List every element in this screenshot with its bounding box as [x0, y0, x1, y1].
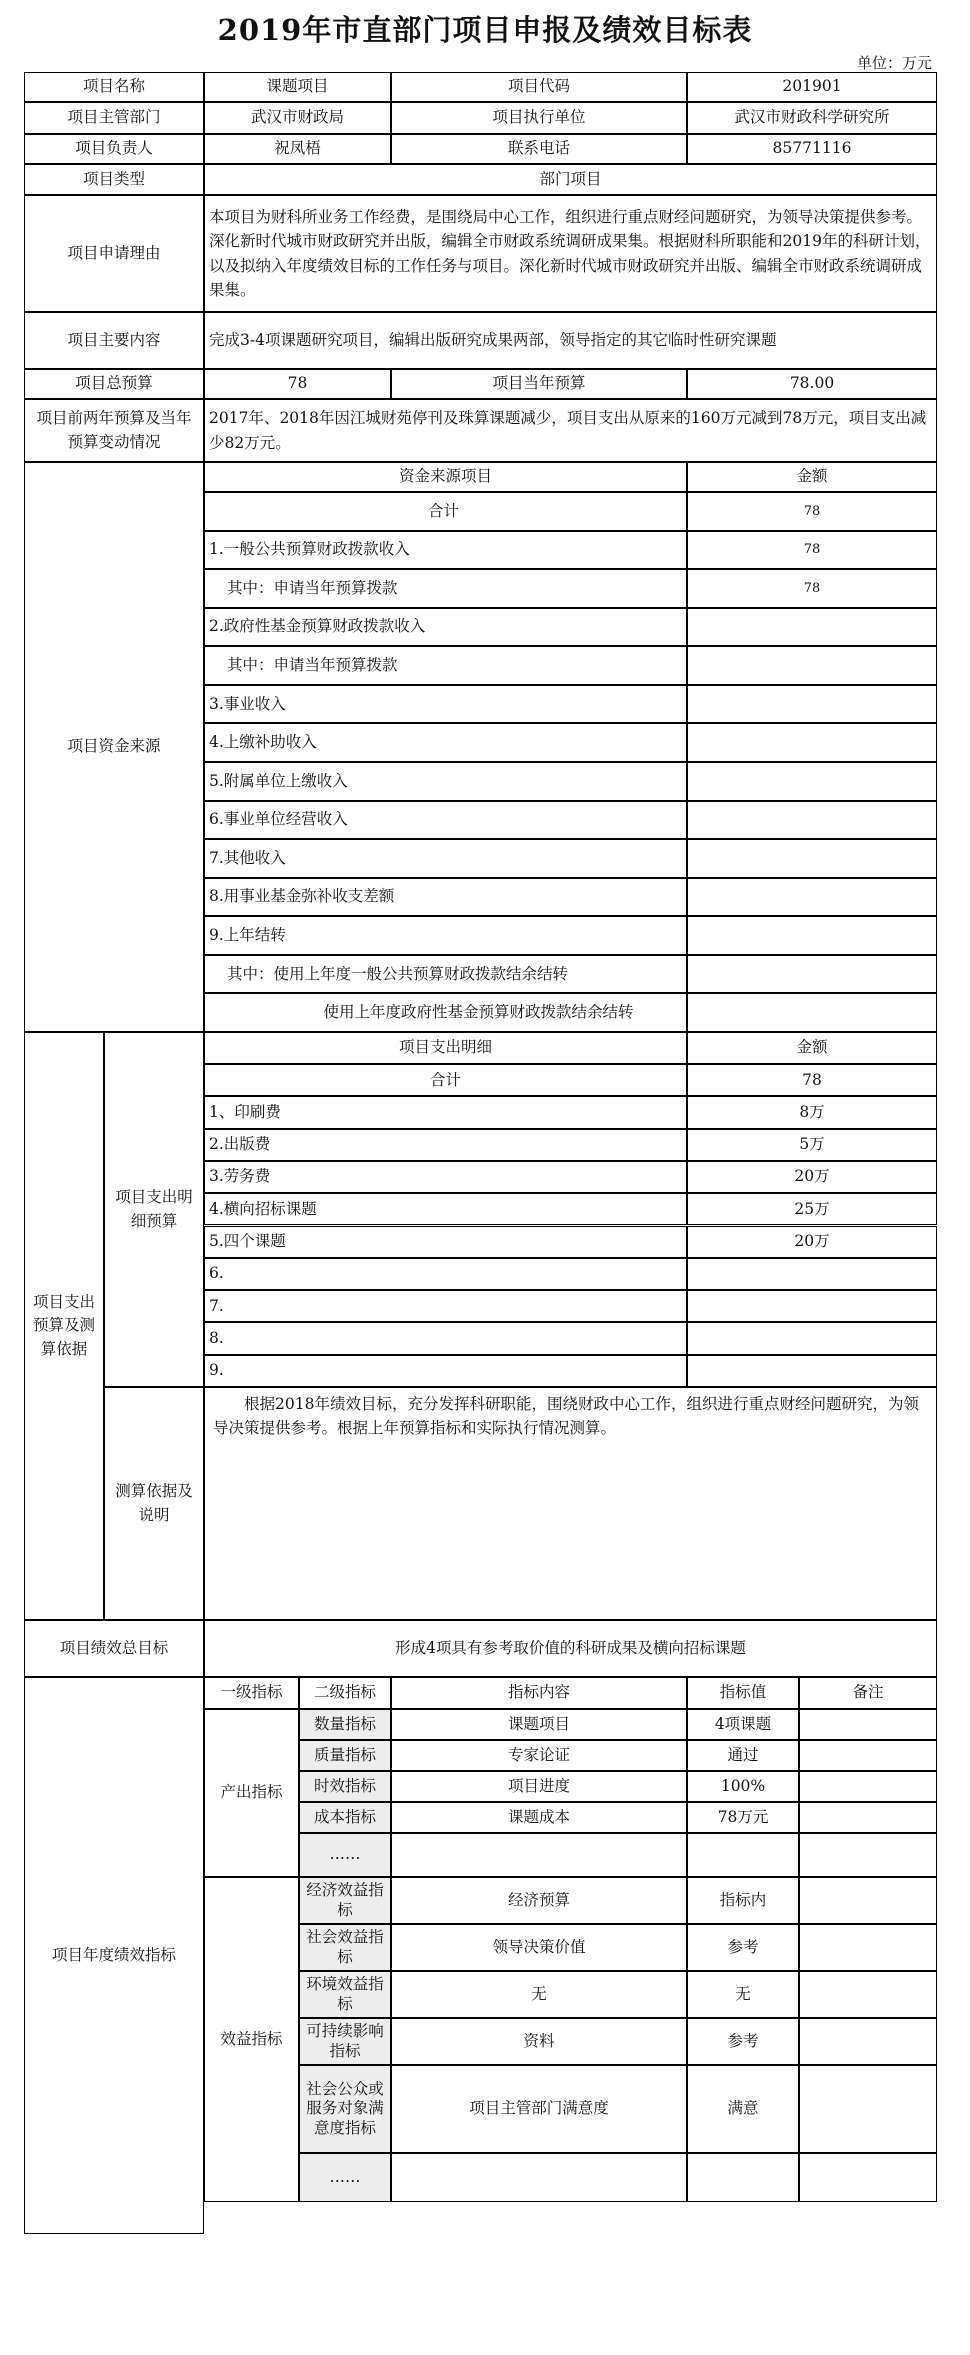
- expense-row-amount: [687, 1355, 937, 1387]
- exec-unit-label: 项目执行单位: [391, 102, 687, 134]
- benefit-level2: ……: [299, 2153, 391, 2202]
- expense-row-item: 9.: [204, 1355, 687, 1387]
- funding-row-amount: [687, 839, 937, 878]
- expense-row-item: 8.: [204, 1322, 687, 1354]
- funding-row-amount: [687, 801, 937, 840]
- benefit-remark: [799, 1924, 937, 1971]
- output-value: 4项课题: [687, 1709, 799, 1740]
- output-level2: ……: [299, 1833, 391, 1877]
- funding-row-item: 其中：申请当年预算拨款: [204, 646, 687, 685]
- basis-label: 测算依据及说明: [104, 1387, 204, 1620]
- output-content: [391, 1833, 687, 1877]
- project-name-label: 项目名称: [24, 72, 204, 102]
- funding-row-item: 4.上缴补助收入: [204, 723, 687, 762]
- expense-row-amount: [687, 1290, 937, 1322]
- funding-row-amount: [687, 646, 937, 685]
- indicator-header-value: 指标值: [687, 1677, 799, 1709]
- output-level2: 时效指标: [299, 1771, 391, 1802]
- funding-row-amount: 78: [687, 569, 937, 608]
- output-remark: [799, 1833, 937, 1877]
- expense-row-item: 1、印刷费: [204, 1096, 687, 1128]
- leader-label: 项目负责人: [24, 134, 204, 164]
- project-name-value: 课题项目: [204, 72, 391, 102]
- indicators-label: 项目年度绩效指标: [24, 1677, 204, 2234]
- expense-detail-label: 项目支出明细预算: [104, 1032, 204, 1387]
- phone-label: 联系电话: [391, 134, 687, 164]
- output-value: 100%: [687, 1771, 799, 1802]
- goal-text: 形成4项具有参考取价值的科研成果及横向招标课题: [204, 1620, 937, 1677]
- content-text: 完成3-4项课题研究项目，编辑出版研究成果两部，领导指定的其它临时性研究课题: [204, 312, 937, 369]
- funding-row-amount: [687, 916, 937, 955]
- output-content: 课题成本: [391, 1802, 687, 1833]
- expense-row-amount: 5万: [687, 1129, 937, 1161]
- expense-row-amount: 78: [687, 1064, 937, 1096]
- benefit-value: 参考: [687, 1924, 799, 1971]
- type-value: 部门项目: [204, 164, 937, 195]
- output-content: 课题项目: [391, 1709, 687, 1740]
- expense-header-amount: 金额: [687, 1032, 937, 1064]
- budget-change-text: 2017年、2018年因江城财苑停刊及珠算课题减少，项目支出从原来的160万元减到78万元，项目支出减少82万元。: [204, 399, 937, 462]
- funding-row-item: 使用上年度政府性基金预算财政拨款结余结转: [204, 993, 687, 1032]
- funding-row-amount: [687, 955, 937, 994]
- benefit-indicator-label: 效益指标: [204, 1877, 299, 2202]
- expense-row-item: 6.: [204, 1258, 687, 1290]
- reason-text: 本项目为财科所业务工作经费，是围绕局中心工作，组织进行重点财经问题研究，为领导决策提供参考。深化新时代城市财政研究并出版，编辑全市财政系统调研成果集。根据财科所职能和2019年的科研计划，以及拟纳入年度绩效目标的工作任务与项目。深化新时代城市财政研究并出版、编辑全市财政系统调研成果集。: [204, 195, 937, 312]
- funding-row-item: 其中：使用上年度一般公共预算财政拨款结余结转: [204, 955, 687, 994]
- budget-year-label: 项目当年预算: [391, 369, 687, 399]
- budget-total-value: 78: [204, 369, 391, 399]
- unit-label: 单位：万元: [856, 54, 932, 72]
- phone-value: 85771116: [687, 134, 937, 164]
- expense-row-amount: 8万: [687, 1096, 937, 1128]
- expense-row-amount: 25万: [687, 1193, 937, 1225]
- expense-outer-label: 项目支出预算及测算依据: [24, 1032, 104, 1620]
- output-remark: [799, 1740, 937, 1771]
- benefit-level2: 环境效益指标: [299, 1971, 391, 2018]
- funding-row-amount: 78: [687, 492, 937, 531]
- reason-label: 项目申请理由: [24, 195, 204, 312]
- benefit-value: 参考: [687, 2018, 799, 2065]
- output-content: 专家论证: [391, 1740, 687, 1771]
- indicator-header-content: 指标内容: [391, 1677, 687, 1709]
- project-code-label: 项目代码: [391, 72, 687, 102]
- funding-row-item: 其中：申请当年预算拨款: [204, 569, 687, 608]
- benefit-remark: [799, 1877, 937, 1924]
- funding-row-amount: [687, 608, 937, 647]
- benefit-value: [687, 2153, 799, 2202]
- benefit-content: [391, 2153, 687, 2202]
- benefit-content: 资料: [391, 2018, 687, 2065]
- benefit-content: 领导决策价值: [391, 1924, 687, 1971]
- expense-row-amount: 20万: [687, 1226, 937, 1258]
- benefit-level2: 社会公众或服务对象满意度指标: [299, 2065, 391, 2153]
- output-indicator-label: 产出指标: [204, 1709, 299, 1877]
- funding-row-item: 3.事业收入: [204, 685, 687, 724]
- output-remark: [799, 1802, 937, 1833]
- funding-row-amount: [687, 878, 937, 917]
- funding-row-item: 9.上年结转: [204, 916, 687, 955]
- expense-row-amount: [687, 1258, 937, 1290]
- indicator-header-level1: 一级指标: [204, 1677, 299, 1709]
- budget-year-value: 78.00: [687, 369, 937, 399]
- benefit-value: 无: [687, 1971, 799, 2018]
- expense-header-item: 项目支出明细: [204, 1032, 687, 1064]
- exec-unit-value: 武汉市财政科学研究所: [687, 102, 937, 134]
- benefit-remark: [799, 2065, 937, 2153]
- expense-row-item: 5.四个课题: [204, 1226, 687, 1258]
- benefit-level2: 社会效益指标: [299, 1924, 391, 1971]
- benefit-content: 经济预算: [391, 1877, 687, 1924]
- funding-row-item: 5.附属单位上缴收入: [204, 762, 687, 801]
- benefit-level2: 可持续影响指标: [299, 2018, 391, 2065]
- project-code-value: 201901: [687, 72, 937, 102]
- dept-label: 项目主管部门: [24, 102, 204, 134]
- output-value: 通过: [687, 1740, 799, 1771]
- expense-row-item: 4.横向招标课题: [204, 1193, 687, 1225]
- expense-row-item: 7.: [204, 1290, 687, 1322]
- output-level2: 数量指标: [299, 1709, 391, 1740]
- funding-row-item: 7.其他收入: [204, 839, 687, 878]
- leader-value: 祝凤梧: [204, 134, 391, 164]
- indicator-header-remark: 备注: [799, 1677, 937, 1709]
- output-value: [687, 1833, 799, 1877]
- funding-row-amount: 78: [687, 531, 937, 570]
- funding-header-amount: 金额: [687, 462, 937, 492]
- funding-row-item: 2.政府性基金预算财政拨款收入: [204, 608, 687, 647]
- expense-row-item: 2.出版费: [204, 1129, 687, 1161]
- funding-row-amount: [687, 993, 937, 1032]
- goal-label: 项目绩效总目标: [24, 1620, 204, 1677]
- output-remark: [799, 1771, 937, 1802]
- output-value: 78万元: [687, 1802, 799, 1833]
- funding-label: 项目资金来源: [24, 462, 204, 1032]
- benefit-content: 项目主管部门满意度: [391, 2065, 687, 2153]
- indicator-header-level2: 二级指标: [299, 1677, 391, 1709]
- expense-row-item: 3.劳务费: [204, 1161, 687, 1193]
- benefit-remark: [799, 2018, 937, 2065]
- benefit-remark: [799, 1971, 937, 2018]
- page-title: 2019年市直部门项目申报及绩效目标表: [217, 13, 753, 47]
- content-label: 项目主要内容: [24, 312, 204, 369]
- dept-value: 武汉市财政局: [204, 102, 391, 134]
- basis-text: 根据2018年绩效目标，充分发挥科研职能，围绕财政中心工作，组织进行重点财经问题研究，为领导决策提供参考。根据上年预算指标和实际执行情况测算。: [204, 1387, 937, 1620]
- funding-row-amount: [687, 723, 937, 762]
- benefit-remark: [799, 2153, 937, 2202]
- budget-total-label: 项目总预算: [24, 369, 204, 399]
- funding-row-item: 8.用事业基金弥补收支差额: [204, 878, 687, 917]
- funding-row-item: 6.事业单位经营收入: [204, 801, 687, 840]
- output-level2: 成本指标: [299, 1802, 391, 1833]
- funding-row-amount: [687, 762, 937, 801]
- type-label: 项目类型: [24, 164, 204, 195]
- project-table: [24, 72, 937, 2342]
- funding-row-item: 合计: [204, 492, 687, 531]
- output-content: 项目进度: [391, 1771, 687, 1802]
- output-level2: 质量指标: [299, 1740, 391, 1771]
- budget-change-label: 项目前两年预算及当年预算变动情况: [24, 399, 204, 462]
- benefit-value: 满意: [687, 2065, 799, 2153]
- expense-row-amount: [687, 1322, 937, 1354]
- funding-row-amount: [687, 685, 937, 724]
- funding-header-item: 资金来源项目: [204, 462, 687, 492]
- expense-row-item: 合计: [204, 1064, 687, 1096]
- funding-row-item: 1.一般公共预算财政拨款收入: [204, 531, 687, 570]
- benefit-content: 无: [391, 1971, 687, 2018]
- benefit-level2: 经济效益指标: [299, 1877, 391, 1924]
- expense-row-amount: 20万: [687, 1161, 937, 1193]
- benefit-value: 指标内: [687, 1877, 799, 1924]
- output-remark: [799, 1709, 937, 1740]
